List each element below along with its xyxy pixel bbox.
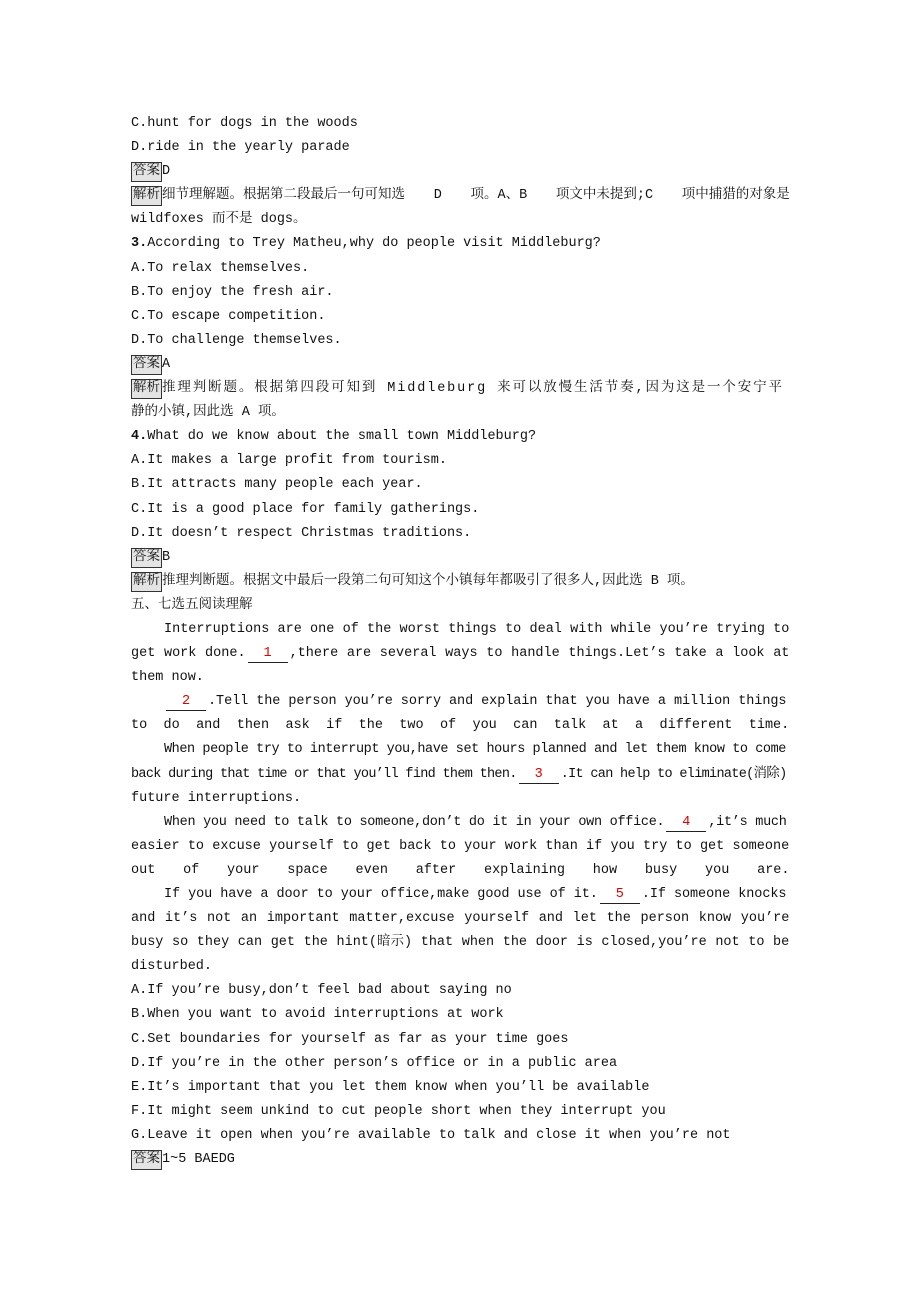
text-line-content [131, 859, 790, 883]
text-line [131, 642, 801, 666]
line-text: 细节理解题。根据第二段最后一句可知选 D 项。A、B 项文中未提到;C 项中捕猎的对象是 [162, 188, 790, 204]
text-line [131, 305, 801, 329]
answer-label-box: 解析 [131, 572, 162, 592]
answer-label-box: 解析 [131, 186, 162, 206]
line-text: D.To challenge themselves. [131, 332, 342, 348]
line-text: out of your space even after explaining how busy you are. [131, 862, 790, 878]
text-line-content [131, 522, 471, 546]
text-line [131, 377, 801, 401]
answer-label-box: 答案 [131, 548, 162, 568]
blank-answer-number: 2 [166, 694, 206, 711]
text-line-content [131, 979, 512, 1003]
line-text-continued: .It can help to eliminate(消除) [560, 766, 787, 782]
text-line [131, 353, 801, 377]
line-text: C.Set boundaries for yourself as far as your time goes [131, 1031, 569, 1047]
line-text: easier to excuse yourself to get back to your work than if you try to get someone [131, 838, 790, 854]
line-text: E.It’s important that you let them know when you’ll be available [131, 1079, 650, 1095]
line-text: G.Leave it open when you’re available to talk and close it when you’re not [131, 1127, 731, 1143]
text-line [131, 449, 801, 473]
line-text: If you have a door to your office,make good use of it. [164, 887, 598, 902]
text-line-content [131, 1148, 235, 1172]
text-line [131, 1124, 801, 1148]
text-line [131, 618, 801, 642]
text-line-content [131, 257, 309, 281]
text-line-content [164, 618, 789, 642]
line-text: disturbed. [131, 959, 213, 975]
answer-label-box: 答案 [131, 355, 162, 375]
line-text: back during that time or that you’ll find them then. [131, 766, 517, 782]
answer-label-box: 解析 [131, 379, 162, 399]
line-text: F.It might seem unkind to cut people short when they interrupt you [131, 1103, 666, 1119]
line-text: busy so they can get the hint(暗示) that when the door is closed,you’re not to be [131, 935, 790, 951]
line-text: A.To relax themselves. [131, 260, 310, 276]
text-line [131, 1100, 801, 1124]
text-line-content [131, 281, 334, 305]
text-line-content [131, 1028, 568, 1052]
text-line-content [131, 787, 301, 811]
text-line-content [131, 642, 789, 666]
text-line [131, 112, 801, 136]
text-line [131, 208, 801, 232]
text-line [131, 1028, 801, 1052]
line-text-continued: ,it’s much [708, 814, 787, 830]
document-page [131, 112, 801, 1172]
line-text: 推理判断题。根据第四段可知到 Middleburg 来可以放慢生活节奏,因为这是一个安宁平 [162, 381, 784, 397]
text-line-content [131, 208, 307, 232]
text-line-content [131, 955, 212, 979]
text-line [131, 835, 801, 859]
line-text: D [162, 164, 171, 180]
text-line [131, 329, 801, 353]
text-line [131, 907, 801, 931]
line-text: B.It attracts many people each year. [131, 477, 423, 493]
answer-label-box: 答案 [131, 1150, 162, 1170]
line-text: B [162, 549, 171, 565]
question-number: 3. [131, 236, 148, 252]
text-line [131, 425, 801, 449]
line-text: 五、七选五阅读理解 [131, 597, 253, 613]
line-text: future interruptions. [131, 790, 302, 806]
blank-answer-number: 5 [600, 887, 640, 904]
line-text: 静的小镇,因此选 A 项。 [131, 405, 285, 421]
text-line [131, 1148, 801, 1172]
text-line-content [131, 907, 789, 931]
line-text: When you need to talk to someone,don’t do it in your own office. [164, 814, 665, 830]
line-text-continued: .Tell the person you’re sorry and explain that you have a million things [208, 694, 787, 710]
text-line [131, 522, 801, 546]
text-line-content [131, 1052, 617, 1076]
text-line [131, 136, 801, 160]
text-line-content [131, 353, 170, 377]
text-line [131, 1003, 801, 1027]
text-line-content [164, 811, 787, 835]
text-line [131, 281, 801, 305]
text-line [131, 714, 801, 738]
text-line-content [131, 160, 170, 184]
line-text: 1~5 BAEDG [162, 1152, 235, 1168]
text-line-content [131, 112, 358, 136]
line-text: 推理判断题。根据文中最后一段第二句可知这个小镇每年都吸引了很多人,因此选 B 项。 [162, 573, 694, 589]
text-line [131, 1076, 801, 1100]
text-line [131, 859, 801, 883]
text-line-content [164, 738, 786, 762]
text-line [131, 955, 801, 979]
line-text: D.It doesn’t respect Christmas traditions. [131, 525, 472, 541]
text-line-content [131, 594, 253, 618]
text-line [131, 232, 801, 256]
text-line [131, 666, 801, 690]
line-text: C.It is a good place for family gatherings. [131, 501, 480, 517]
text-line [131, 811, 801, 835]
line-text: Interruptions are one of the worst things to deal with while you’re trying to [164, 621, 790, 637]
text-line [131, 160, 801, 184]
line-text: D.If you’re in the other person’s office or in a public area [131, 1055, 618, 1071]
text-line [131, 1052, 801, 1076]
text-line [131, 979, 801, 1003]
text-line [131, 594, 801, 618]
line-text: to do and then ask if the two of you can talk at a different time. [131, 718, 790, 734]
line-text: C.hunt for dogs in the woods [131, 116, 358, 131]
text-line [131, 787, 801, 811]
text-line-content [131, 449, 447, 473]
text-line-content [131, 1076, 649, 1100]
text-line [131, 401, 801, 425]
text-line [131, 883, 801, 907]
line-text: them now. [131, 670, 204, 686]
text-line-content [131, 425, 536, 449]
text-line [131, 570, 801, 594]
text-line [131, 931, 801, 955]
text-line-content [131, 714, 789, 738]
blank-answer-number: 4 [666, 815, 706, 832]
line-text: What do we know about the small town Middleburg? [147, 429, 537, 445]
text-line-content [131, 1003, 504, 1027]
line-text-continued: .If someone knocks [641, 887, 787, 902]
text-line-content [131, 377, 784, 401]
text-line-content [131, 666, 204, 690]
text-line [131, 473, 801, 497]
line-text: A [162, 356, 171, 372]
text-line [131, 184, 801, 208]
line-text: When people try to interrupt you,have set hours planned and let them know to come [164, 742, 786, 758]
line-text: and it’s not an important matter,excuse yourself and let the person know you’re [131, 911, 790, 927]
text-line-content [131, 931, 789, 955]
line-text: A.It makes a large profit from tourism. [131, 453, 447, 469]
line-text: B.When you want to avoid interruptions at work [131, 1007, 504, 1023]
text-line-content [131, 305, 325, 329]
line-text: A.If you’re busy,don’t feel bad about saying no [131, 983, 512, 999]
line-text: According to Trey Matheu,why do people visit Middleburg? [147, 236, 601, 252]
text-line-content [131, 498, 479, 522]
text-line-content [131, 473, 423, 497]
text-line-content [131, 835, 789, 859]
text-line [131, 738, 801, 762]
line-text: D.ride in the yearly parade [131, 140, 350, 156]
text-line-content [164, 690, 786, 714]
text-line-content [131, 232, 601, 256]
text-line [131, 257, 801, 281]
line-text: B.To enjoy the fresh air. [131, 284, 334, 300]
line-text: get work done. [131, 646, 246, 662]
text-line-content [131, 136, 350, 160]
text-line-content [131, 763, 787, 787]
text-line-content [164, 883, 786, 907]
text-line-content [131, 401, 285, 425]
text-line [131, 546, 801, 570]
text-line [131, 763, 801, 787]
answer-label-box: 答案 [131, 162, 162, 182]
text-line-content [131, 570, 694, 594]
text-line-content [131, 1100, 666, 1124]
text-line-content [131, 1124, 731, 1148]
blank-answer-number: 3 [519, 767, 559, 784]
question-number: 4. [131, 429, 148, 445]
text-line [131, 498, 801, 522]
line-text: C.To escape competition. [131, 308, 326, 324]
text-line-content [131, 184, 790, 208]
line-text: wildfoxes 而不是 dogs。 [131, 212, 307, 228]
text-line-content [131, 546, 170, 570]
text-line [131, 690, 801, 714]
blank-answer-number: 1 [248, 646, 288, 663]
text-line-content [131, 329, 342, 353]
line-text-continued: ,there are several ways to handle things.Let’s take a look at [289, 646, 790, 662]
